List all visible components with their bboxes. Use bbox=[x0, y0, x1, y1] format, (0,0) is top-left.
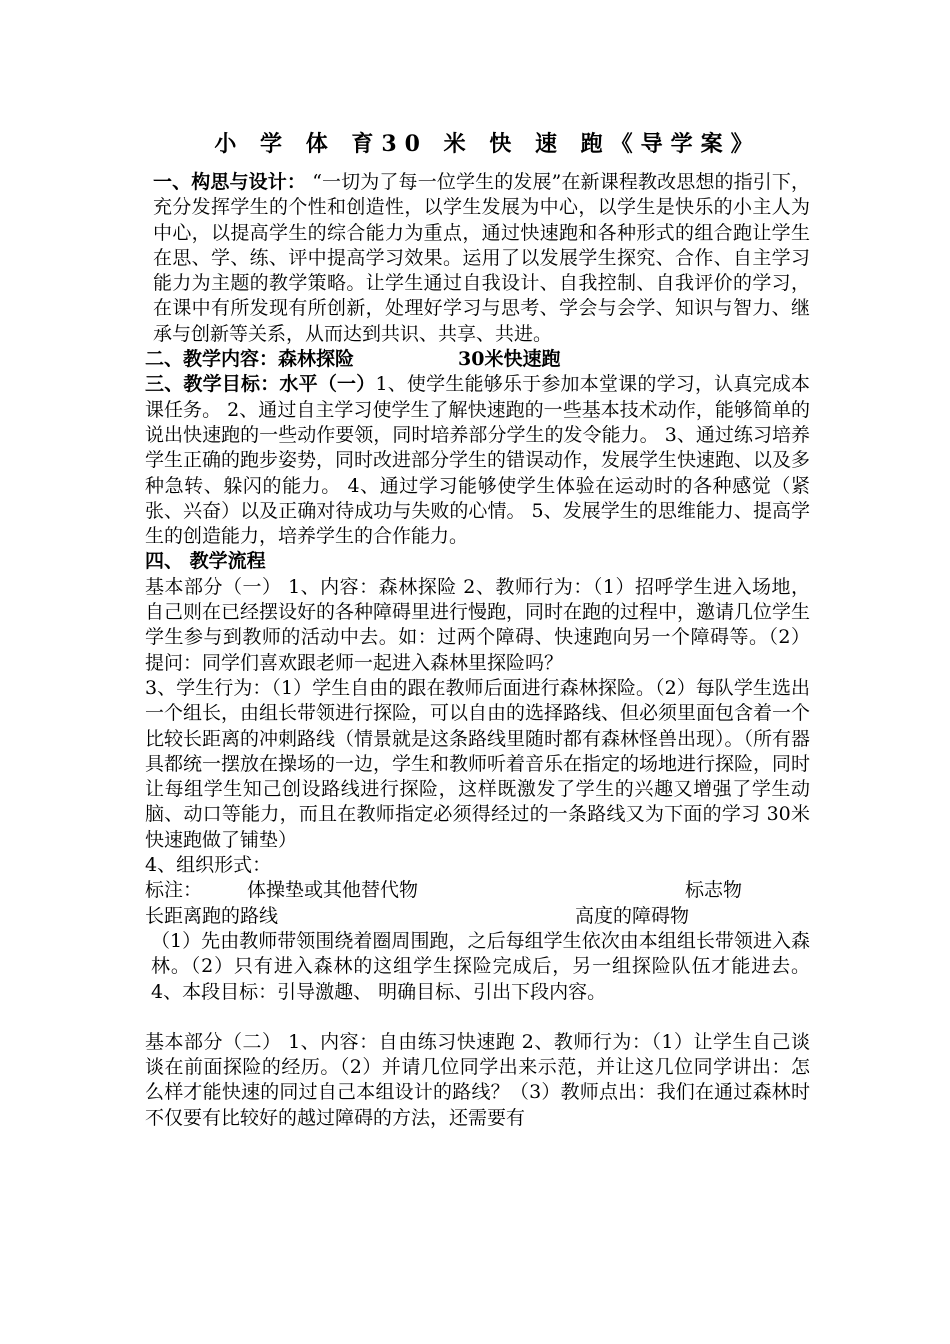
paragraph-spacer bbox=[145, 1005, 810, 1030]
legend-item-mat: 体操垫或其他替代物 bbox=[247, 879, 419, 902]
part1-paragraph bbox=[145, 575, 810, 676]
section-design-heading: 一、构思与设计： bbox=[153, 171, 307, 193]
part1-method: （1）先由教师带领围绕着圈周围跑，之后每组学生依次由本组组长带领进入森林。（2）只有进入森林的这组学生探险完成后，另一组探险队伍才能进去。4、本段目标：引导激趣、 明确目标、引出下段内容。 bbox=[151, 929, 810, 1003]
part1-student-behavior: 3、学生行为：（1）学生自由的跟在教师后面进行森林探险。（2）每队学生选出一个组长，由组长带领进行探险，可以自由的选择路线、但必须里面包含着一个比较长距离的冲刺路线（情景就是这条路线里随时都有森林怪兽出现）。（所有器具都统一摆放在操场的一边，学生和教师听着音乐在指定的场地进行探险，同时让每组学生知己创设路线进行探险，这样既激发了学生的兴趣又增强了学生动脑、动口等能力，而且在教师指定必须得经过的一条路线又为下面的学习 30米快速跑做了铺垫） bbox=[145, 676, 811, 851]
part1-label: 基本部分（一） bbox=[145, 575, 282, 598]
section-content bbox=[145, 347, 810, 372]
part1-text: 1、内容：森林探险 2、教师行为：（1）招呼学生进入场地，自己则在已经摆设好的各种障碍里进行慢跑，同时在跑的过程中，邀请几位学生学生参与到教师的活动中去。如：过两个障碍、快速跑向另一个障碍等。（2）提问：同学们喜欢跟老师一起进入森林里探险吗？ bbox=[145, 575, 811, 674]
part1-organization: 4、组织形式： bbox=[145, 854, 272, 877]
legend-label: 标注： bbox=[145, 879, 203, 902]
section-design bbox=[145, 170, 810, 347]
legend-row-2 bbox=[145, 904, 810, 929]
section-design-text: “一切为了每一位学生的发展”在新课程教改思想的指引下，充分发挥学生的个性和创造性，以学生发展为中心，以学生是快乐的小主人为中心，以提高学生的综合能力为重点，通过快速跑和各种形式的组合跑让学生在思、学、练、评中提高学习效果。运用了以发展学生探究、合作、自主学习能力为主题的教学策略。让学生通过自我设计、自我控制、自我评价的学习，在课中有所发现有所创新，处理好学习与思考、学会与会学、知识与智力、继承与创新等关系，从而达到共识、共享、共进。 bbox=[153, 171, 810, 345]
section-goals-heading: 三、教学目标：水平（一） bbox=[145, 373, 376, 396]
section-content-extra: 30米快速跑 bbox=[458, 348, 561, 371]
document-content bbox=[145, 118, 810, 1131]
page-title: 小 学 体 育30 米 快 速 跑《导学案》 bbox=[214, 131, 761, 157]
section-content-heading: 二、教学内容：森林探险 bbox=[145, 348, 355, 371]
legend-item-marker: 标志物 bbox=[685, 879, 743, 902]
section-goals bbox=[145, 372, 810, 549]
legend-row-1 bbox=[145, 878, 810, 903]
section-process-heading: 四、 教学流程 bbox=[145, 550, 266, 573]
part2-label: 基本部分（二） bbox=[145, 1030, 282, 1053]
part2-text: 1、内容：自由练习快速跑 2、教师行为：（1）让学生自己谈谈在前面探险的经历。（2）并请几位同学出来示范，并让这几位同学讲出：怎么样才能快速的同过自己本组设计的路线？（3）教师点出：我们在通过森林时不仅要有比较好的越过障碍的方法，还需要有 bbox=[145, 1030, 810, 1129]
legend-item-route: 长距离跑的路线 bbox=[145, 904, 279, 927]
part2-paragraph bbox=[145, 1030, 810, 1131]
legend-item-obstacle: 高度的障碍物 bbox=[575, 904, 690, 927]
section-goals-text: 1、使学生能够乐于参加本堂课的学习，认真完成本课任务。 2、通过自主学习使学生了解快速跑的一些基本技术动作，能够简单的说出快速跑的一些动作要领，同时培养部分学生的发令能力。 3、通过练习培养学生正确的跑步姿势，同时改进部分学生的错误动作，发展学生快速跑、以及多种急转、躲闪的能力。 4、通过学习能够使学生体验在运动时的各种感觉（紧张、兴奋）以及正确对待成功与失败的心情。 5、发展学生的思维能力、提高学生的创造能力，培养学生的合作能力。 bbox=[145, 373, 811, 548]
